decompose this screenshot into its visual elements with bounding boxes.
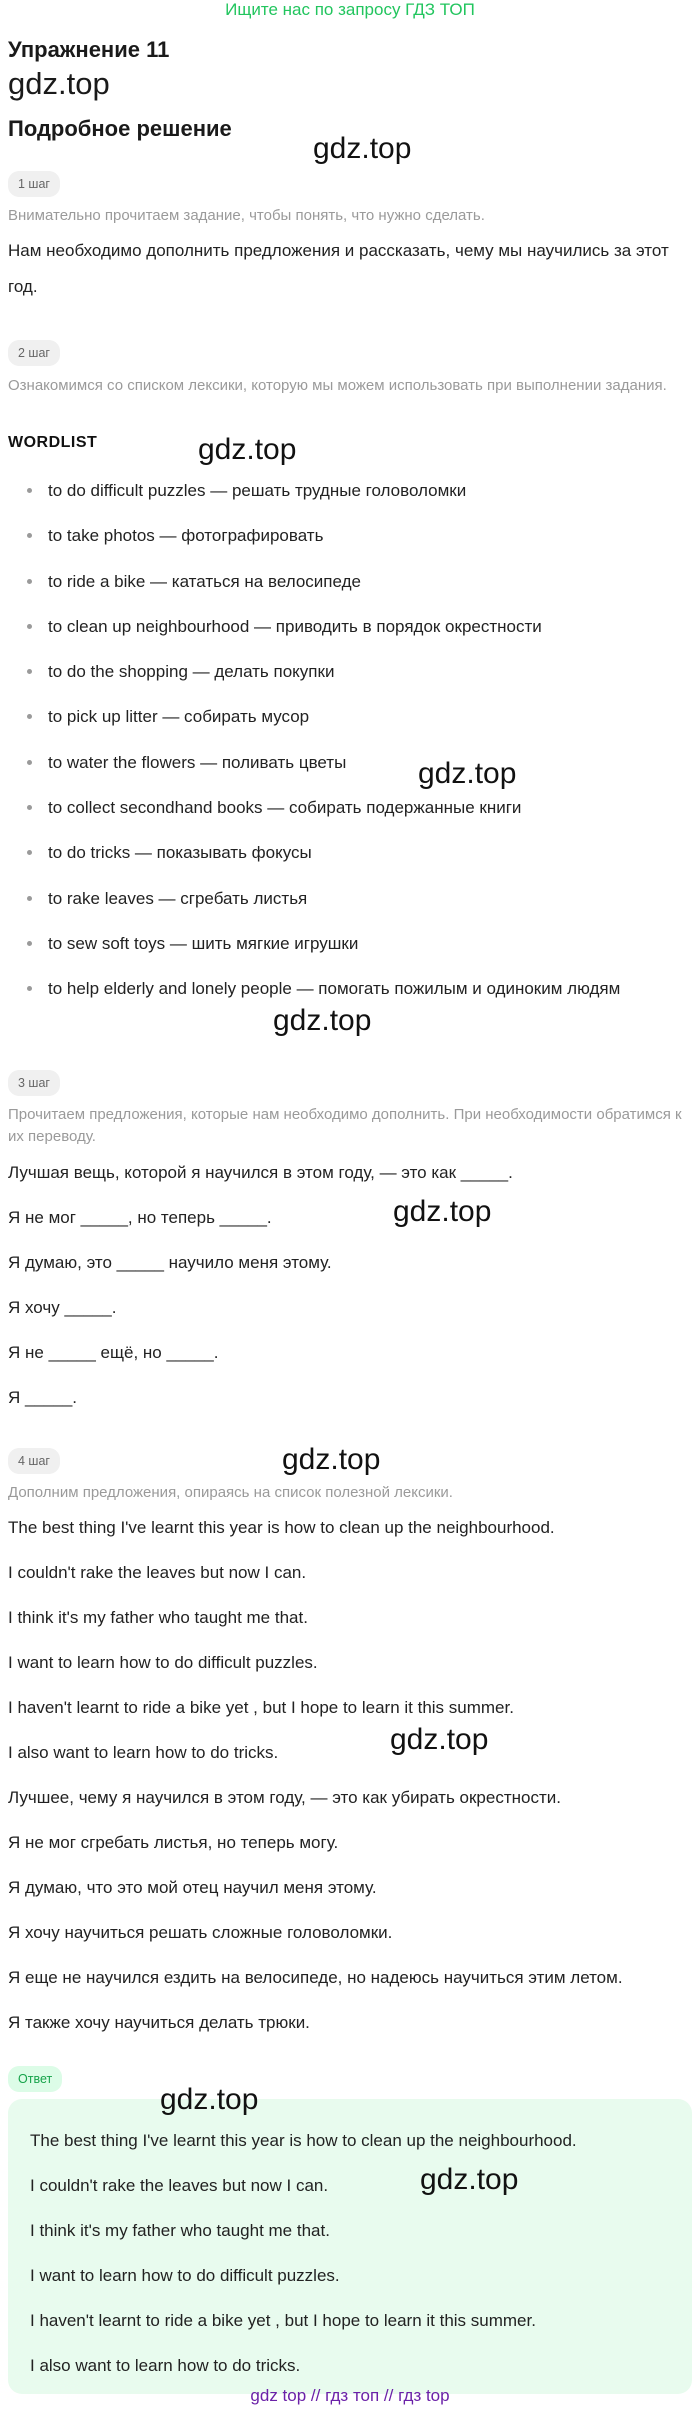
step-4-line: Я не мог сгребать листья, но теперь могу. bbox=[8, 1833, 339, 1852]
wordlist-item: to water the flowers — поливать цветы bbox=[48, 752, 347, 772]
wordlist-item: to do tricks — показывать фокусы bbox=[48, 843, 312, 863]
list-item bbox=[0, 661, 620, 706]
list-item bbox=[0, 525, 620, 570]
bullet-icon bbox=[27, 669, 32, 674]
step-4-line: Я думаю, что это мой отец научил меня этому. bbox=[8, 1878, 377, 1897]
wordlist-item: to ride a bike — кататься на велосипеде bbox=[48, 571, 361, 591]
list-item bbox=[0, 571, 620, 616]
step-1-text: Нам необходимо дополнить предложения и рассказать, чему мы научились за этот год. bbox=[8, 241, 669, 296]
step-4-line: I also want to learn how to do tricks. bbox=[8, 1743, 279, 1762]
bullet-icon bbox=[27, 579, 32, 584]
step-4-line: Я хочу научиться решать сложные головоломки. bbox=[8, 1923, 393, 1942]
bullet-icon bbox=[27, 760, 32, 765]
wordlist bbox=[0, 480, 620, 1024]
search-banner[interactable]: Ищите нас по запросу ГДЗ ТОП bbox=[225, 0, 475, 19]
step-4-line: I haven't learnt to ride a bike yet , but I hope to learn it this summer. bbox=[8, 1698, 514, 1717]
answer-line: I want to learn how to do difficult puzzles. bbox=[30, 2266, 340, 2285]
watermark: gdz.top bbox=[420, 2163, 519, 2196]
step-3-line: Лучшая вещь, которой я научился в этом году, — это как _____. bbox=[8, 1163, 513, 1182]
watermark: gdz.top bbox=[198, 433, 297, 466]
bullet-icon bbox=[27, 850, 32, 855]
watermark: gdz.top bbox=[418, 757, 517, 790]
footer-links[interactable]: gdz top // гдз топ // гдз top bbox=[250, 2386, 450, 2405]
list-item bbox=[0, 797, 620, 842]
bullet-icon bbox=[27, 941, 32, 946]
watermark: gdz.top bbox=[393, 1195, 492, 1228]
wordlist-item: to help elderly and lonely people — помогать пожилым и одиноким людям bbox=[48, 979, 621, 999]
answer-pill: Ответ bbox=[8, 2066, 62, 2092]
step-1-pill: 1 шаг bbox=[8, 171, 60, 197]
bullet-icon bbox=[27, 533, 32, 538]
step-2-hint: Ознакомимся со списком лексики, которую мы можем использовать при выполнении задания. bbox=[8, 377, 667, 394]
list-item bbox=[0, 706, 620, 751]
wordlist-item: to do the shopping — делать покупки bbox=[48, 662, 335, 682]
watermark: gdz.top bbox=[160, 2083, 259, 2116]
wordlist-item: to sew soft toys — шить мягкие игрушки bbox=[48, 933, 359, 953]
watermark: gdz.top bbox=[282, 1443, 381, 1476]
bullet-icon bbox=[27, 714, 32, 719]
site-label: gdz.top bbox=[8, 66, 110, 101]
bullet-icon bbox=[27, 896, 32, 901]
exercise-title: Упражнение 11 bbox=[8, 37, 170, 62]
step-3-pill: 3 шаг bbox=[8, 1070, 60, 1096]
watermark: gdz.top bbox=[273, 1004, 372, 1037]
answer-line: I think it's my father who taught me that. bbox=[30, 2221, 330, 2240]
solution-title: Подробное решение bbox=[8, 116, 232, 141]
list-item bbox=[0, 752, 620, 797]
step-2-pill: 2 шаг bbox=[8, 340, 60, 366]
wordlist-item: to do difficult puzzles — решать трудные головоломки bbox=[48, 481, 467, 500]
list-item bbox=[0, 978, 620, 1023]
step-4-line: I think it's my father who taught me that. bbox=[8, 1608, 308, 1627]
bullet-icon bbox=[27, 805, 32, 810]
wordlist-item: to clean up neighbourhood — приводить в порядок окрестности bbox=[48, 616, 542, 636]
step-4-line: I couldn't rake the leaves but now I can. bbox=[8, 1563, 307, 1582]
step-3-hint: Прочитаем предложения, которые нам необходимо дополнить. При необходимости обратимся к их переводу. bbox=[8, 1106, 682, 1145]
step-3-line: Я _____. bbox=[8, 1388, 77, 1407]
wordlist-item: to collect secondhand books — собирать подержанные книги bbox=[48, 798, 522, 818]
step-3-line: Я хочу _____. bbox=[8, 1298, 117, 1317]
step-4-line: I want to learn how to do difficult puzzles. bbox=[8, 1653, 318, 1672]
step-4-pill: 4 шаг bbox=[8, 1448, 60, 1474]
bullet-icon bbox=[27, 624, 32, 629]
list-item bbox=[0, 933, 620, 978]
bullet-icon bbox=[27, 986, 32, 991]
step-4-line: Я еще не научился ездить на велосипеде, но надеюсь научиться этим летом. bbox=[8, 1968, 623, 1987]
watermark: gdz.top bbox=[390, 1723, 489, 1756]
step-3-line: Я не мог _____, но теперь _____. bbox=[8, 1208, 272, 1227]
wordlist-item: to pick up litter — собирать мусор bbox=[48, 707, 310, 727]
step-4-line: The best thing I've learnt this year is how to clean up the neighbourhood. bbox=[8, 1518, 555, 1537]
wordlist-title: WORDLIST bbox=[8, 434, 98, 451]
step-4-hint: Дополним предложения, опираясь на список полезной лексики. bbox=[8, 1484, 453, 1501]
step-3-line: Я не _____ ещё, но _____. bbox=[8, 1343, 219, 1362]
answer-line: I also want to learn how to do tricks. bbox=[30, 2356, 301, 2375]
answer-line: I haven't learnt to ride a bike yet , but I hope to learn it this summer. bbox=[30, 2311, 536, 2330]
wordlist-item: to rake leaves — сгребать листья bbox=[48, 888, 308, 908]
watermark: gdz.top bbox=[313, 132, 412, 165]
list-item bbox=[0, 888, 620, 933]
step-4-line: Я также хочу научиться делать трюки. bbox=[8, 2013, 310, 2032]
step-3-line: Я думаю, это _____ научило меня этому. bbox=[8, 1253, 332, 1272]
wordlist-item: to take photos — фотографировать bbox=[48, 526, 324, 546]
step-1-hint: Внимательно прочитаем задание, чтобы понять, что нужно сделать. bbox=[8, 207, 485, 224]
list-item bbox=[0, 616, 620, 661]
list-item bbox=[0, 480, 620, 525]
list-item bbox=[0, 842, 620, 887]
step-4-line: Лучшее, чему я научился в этом году, — это как убирать окрестности. bbox=[8, 1788, 561, 1807]
answer-line: The best thing I've learnt this year is how to clean up the neighbourhood. bbox=[30, 2131, 577, 2150]
answer-line: I couldn't rake the leaves but now I can. bbox=[30, 2176, 329, 2195]
bullet-icon bbox=[27, 488, 32, 493]
